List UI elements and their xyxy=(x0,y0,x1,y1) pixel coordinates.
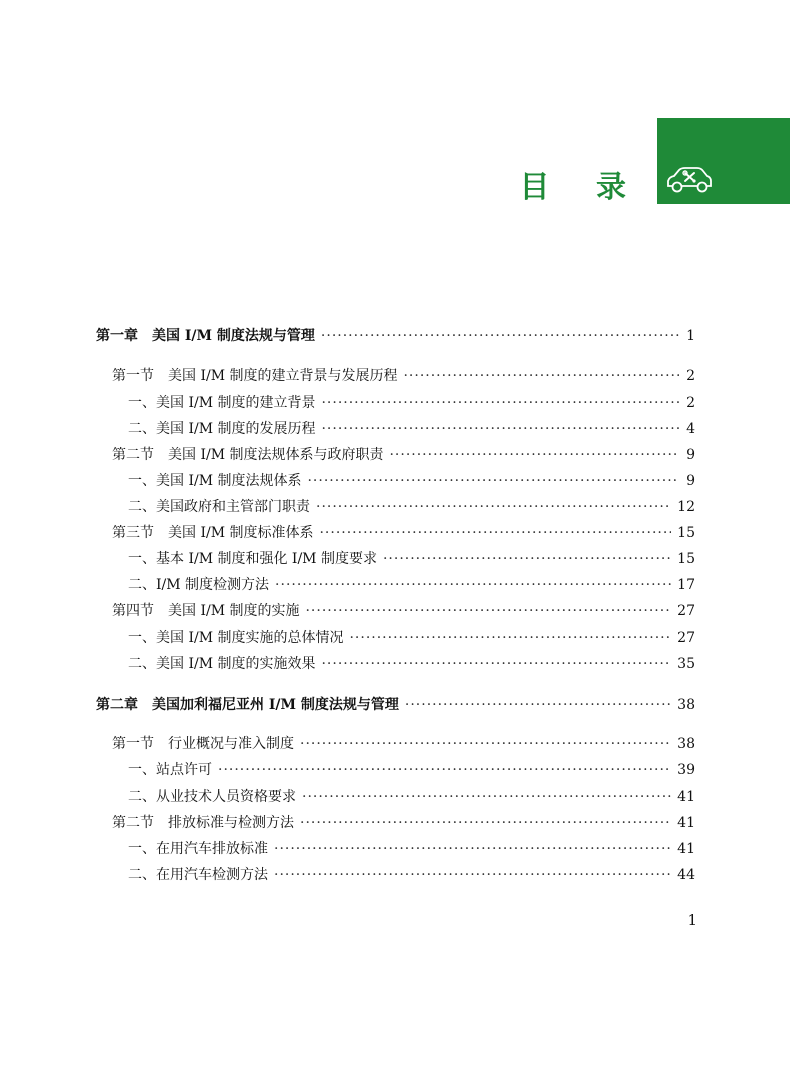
toc-entry-title: 第一节 美国 I/M 制度的建立背景与发展历程 xyxy=(112,368,398,384)
toc-entry-title: 二、I/M 制度检测方法 xyxy=(128,577,270,593)
toc-entry-page: 27 xyxy=(677,603,695,619)
toc-dot-leader xyxy=(274,864,671,886)
toc-entry-page: 15 xyxy=(677,525,695,541)
toc-entry-page: 15 xyxy=(677,551,695,567)
toc-dot-leader xyxy=(316,496,671,518)
header-green-block xyxy=(657,118,790,204)
toc-entry-page: 9 xyxy=(686,447,695,463)
toc-dot-leader xyxy=(300,733,671,755)
toc-entry-page: 41 xyxy=(677,789,695,805)
toc-dot-leader xyxy=(349,627,671,649)
toc-entry-title: 一、在用汽车排放标准 xyxy=(128,841,268,857)
toc-entry-title: 第一节 行业概况与准入制度 xyxy=(112,736,294,752)
toc-entry-page: 44 xyxy=(677,867,695,883)
toc-entry-page: 2 xyxy=(686,368,695,384)
toc-entry-title: 一、美国 I/M 制度法规体系 xyxy=(128,473,302,489)
toc-dot-leader xyxy=(274,838,671,860)
toc-entry-page: 4 xyxy=(686,421,695,437)
toc-entry-page: 9 xyxy=(686,473,695,489)
toc-entry-title: 二、美国政府和主管部门职责 xyxy=(128,499,310,515)
toc-section-entry[interactable] xyxy=(112,444,695,466)
toc-entry-page: 38 xyxy=(677,697,695,713)
toc-subsection-entry[interactable] xyxy=(128,470,695,492)
toc-subsection-entry[interactable] xyxy=(128,864,695,886)
toc-section-entry[interactable] xyxy=(112,522,695,544)
toc-subsection-entry[interactable] xyxy=(128,627,695,649)
toc-entry-title: 第二节 美国 I/M 制度法规体系与政府职责 xyxy=(112,447,384,463)
toc-entry-title: 二、从业技术人员资格要求 xyxy=(128,789,296,805)
toc-dot-leader xyxy=(218,759,671,781)
toc-subsection-entry[interactable] xyxy=(128,786,695,808)
toc-subsection-entry[interactable] xyxy=(128,759,695,781)
toc-entry-title: 二、在用汽车检测方法 xyxy=(128,867,268,883)
toc-dot-leader xyxy=(302,786,671,808)
toc-dot-leader xyxy=(321,325,679,347)
toc-entry-page: 1 xyxy=(686,328,695,344)
toc-dot-leader xyxy=(307,470,679,492)
toc-entry-title: 二、美国 I/M 制度的发展历程 xyxy=(128,421,316,437)
toc-dot-leader xyxy=(321,392,679,414)
toc-dot-leader xyxy=(389,444,679,466)
toc-chapter-entry[interactable] xyxy=(96,325,695,347)
toc-subsection-entry[interactable] xyxy=(128,392,695,414)
toc-dot-leader xyxy=(405,694,671,716)
toc-dot-leader xyxy=(321,653,671,675)
toc-dot-leader xyxy=(383,548,671,570)
toc-entry-title: 一、基本 I/M 制度和强化 I/M 制度要求 xyxy=(128,551,377,567)
toc-subsection-entry[interactable] xyxy=(128,548,695,570)
toc-entry-title: 一、美国 I/M 制度实施的总体情况 xyxy=(128,630,344,646)
toc-dot-leader xyxy=(319,522,671,544)
toc-entry-title: 第一章 美国 I/M 制度法规与管理 xyxy=(96,328,315,344)
toc-entry-title: 一、美国 I/M 制度的建立背景 xyxy=(128,395,316,411)
toc-entry-title: 第二节 排放标准与检测方法 xyxy=(112,815,294,831)
toc-entry-title: 一、站点许可 xyxy=(128,762,212,778)
toc-section-entry[interactable] xyxy=(112,812,695,834)
toc-entry-page: 2 xyxy=(686,395,695,411)
toc-entry-page: 41 xyxy=(677,815,695,831)
toc-dot-leader xyxy=(321,418,679,440)
toc-section-entry[interactable] xyxy=(112,365,695,387)
toc-subsection-entry[interactable] xyxy=(128,653,695,675)
toc-entry-title: 第三节 美国 I/M 制度标准体系 xyxy=(112,525,314,541)
toc-entry-title: 第二章 美国加利福尼亚州 I/M 制度法规与管理 xyxy=(96,697,399,713)
toc-subsection-entry[interactable] xyxy=(128,574,695,596)
toc-dot-leader xyxy=(300,812,671,834)
toc-entry-title: 第四节 美国 I/M 制度的实施 xyxy=(112,603,300,619)
toc-subsection-entry[interactable] xyxy=(128,496,695,518)
toc-section-entry[interactable] xyxy=(112,600,695,622)
toc-entry-page: 17 xyxy=(677,577,695,593)
toc-dot-leader xyxy=(403,365,679,387)
car-tools-icon xyxy=(664,164,714,196)
toc-subsection-entry[interactable] xyxy=(128,418,695,440)
toc-section-entry[interactable] xyxy=(112,733,695,755)
page-number: 1 xyxy=(687,911,697,929)
toc-entry-page: 12 xyxy=(677,499,695,515)
toc-dot-leader xyxy=(275,574,671,596)
toc-entry-page: 35 xyxy=(677,656,695,672)
page-title: 目 录 xyxy=(519,170,644,205)
toc-entry-page: 38 xyxy=(677,736,695,752)
toc-chapter-entry[interactable] xyxy=(96,694,695,716)
toc-entry-page: 41 xyxy=(677,841,695,857)
toc-entry-page: 27 xyxy=(677,630,695,646)
toc-dot-leader xyxy=(305,600,671,622)
toc-entry-page: 39 xyxy=(677,762,695,778)
toc-subsection-entry[interactable] xyxy=(128,838,695,860)
toc-entry-title: 二、美国 I/M 制度的实施效果 xyxy=(128,656,316,672)
